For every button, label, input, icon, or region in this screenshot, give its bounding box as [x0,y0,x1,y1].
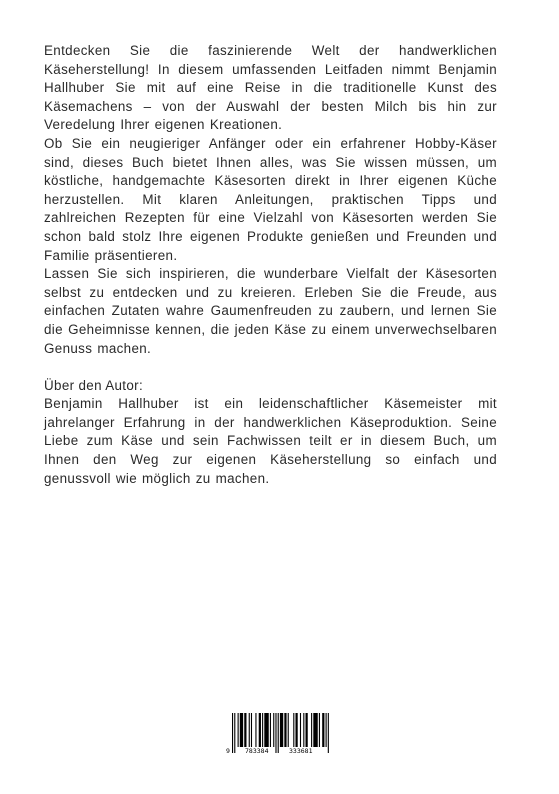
barcode-bar [295,713,297,747]
about-author-heading: Über den Autor: [44,377,144,393]
about-author-text: Benjamin Hallhuber ist ein leidenschaftlicher Käsemeister mit jahrelanger Erfahrung in der handwerklichen Käseproduktion. Seine Liebe zum Käse und sein Fachwissen teilt er in diesem Buch, um Ihnen den Weg zur eigenen Käseherstellung so einfach und genussvoll wie möglich zu machen. [44,396,497,486]
barcode-bar [319,713,320,747]
barcode-bar [273,713,274,747]
description-paragraph-2: Ob Sie ein neugieriger Anfänger oder ein erfahrener Hobby-Käser sind, dieses Buch bietet Ihnen alles, was Sie wissen müssen, um köstliche, handgemachte Käsesorten direkt in Ihrer eigenen Küche herzustellen. Mit klaren Anleitungen, praktischen Tipps und zahlreichen Rezepten für eine Vielzahl von Käsesorten werden Sie schon bald stolz Ihre eigenen Produkte genießen und Freunden und Familie präsentieren. [44,135,497,263]
back-cover-text [44,42,497,488]
barcode-digits [226,747,332,759]
section-spacer [44,358,497,377]
barcode-bar [326,713,327,747]
description-paragraph-1: Entdecken Sie die faszinierende Welt der handwerklichen Käseherstellung! In diesem umfassenden Leitfaden nimmt Benjamin Hallhuber Sie mit auf eine Reise in die traditionelle Kunst des Käsemachens – von der Auswahl der besten Milch bis hin zur Veredelung Ihrer eigenen Kreationen. [44,43,497,133]
barcode-bar [306,713,308,747]
barcode-bar [303,713,304,747]
barcode-bar [322,713,324,747]
barcode-bar [251,713,252,747]
barcode-bar [284,713,286,747]
barcode-bar [270,713,271,747]
barcode-bar [313,713,317,747]
description-paragraph-3: Lassen Sie sich inspirieren, die wunderbare Vielfalt der Käsesorten selbst zu entdecken und zu kreieren. Erleben Sie die Freude, aus einfachen Zutaten wahre Gaumenfreuden zu zaubern, und lernen Sie die Geheimnisse kennen, die jeden Käse zu einem unverwechselbaren Genuss machen. [44,266,497,356]
barcode-bar [259,713,261,747]
barcode-bar [300,713,301,747]
barcode-bar [311,713,312,747]
barcode-bar [262,713,263,747]
barcode-right-group: 333681 [289,747,313,755]
barcode-bar [293,713,294,747]
barcode-bar [238,713,239,747]
barcode-bar [240,713,243,747]
barcode-bar [280,713,283,747]
barcode-prefix-digit: 9 [226,747,230,755]
barcode-bar [288,713,289,747]
isbn-barcode [226,713,332,759]
barcode-bar [264,713,268,747]
barcode-bar [244,713,246,747]
barcode-left-group: 783384 [245,747,269,755]
barcode-bar [255,713,256,747]
barcode-bar [249,713,250,747]
